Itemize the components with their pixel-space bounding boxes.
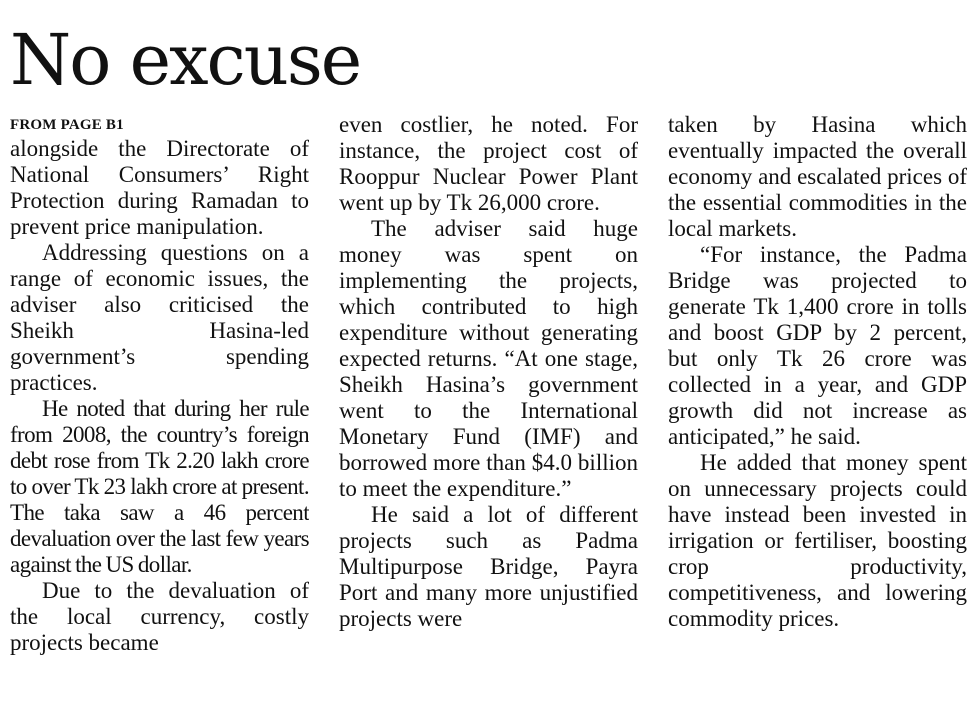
paragraph: Addressing questions on a range of economic issues, the adviser also criticised the Sheikh Hasina-led government’s spending practices.	[10, 240, 309, 395]
headline: No excuse	[10, 19, 361, 101]
article-column-2	[339, 112, 638, 728]
article-column-1	[10, 112, 309, 728]
paragraph: Due to the devaluation of the local currency, costly projects became	[10, 578, 309, 655]
paragraph: The adviser said huge money was spent on implementing the projects, which contributed to high expenditure without generating expected returns. “At one stage, Sheikh Hasina’s government went to the International Monetary Fund (IMF) and borrowed more than $4.0 billion to meet the expenditure.”	[339, 216, 638, 501]
article-column-3	[668, 112, 967, 728]
paragraph: He said a lot of different projects such as Padma Multipurpose Bridge, Payra Port and many more unjustified projects were	[339, 502, 638, 631]
jump-line: FROM PAGE B1	[10, 117, 124, 133]
paragraph: alongside the Directorate of National Consumers’ Right Protection during Ramadan to prevent price manipulation.	[10, 136, 309, 239]
paragraph: He noted that during her rule from 2008, the country’s foreign debt rose from Tk 2.20 lakh crore to over Tk 23 lakh crore at present. The taka saw a 46 percent devaluation over the last few years against the US dollar.	[10, 396, 309, 577]
paragraph: He added that money spent on unnecessary projects could have instead been invested in irrigation or fertiliser, boosting crop productivity, competitiveness, and lowering commodity prices.	[668, 450, 967, 631]
paragraph: taken by Hasina which eventually impacted the overall economy and escalated prices of the essential commodities in the local markets.	[668, 112, 967, 241]
paragraph: “For instance, the Padma Bridge was projected to generate Tk 1,400 crore in tolls and boost GDP by 2 percent, but only Tk 26 crore was collected in a year, and GDP growth did not increase as anticipated,” he said.	[668, 242, 967, 449]
paragraph: even costlier, he noted. For instance, the project cost of Rooppur Nuclear Power Plant went up by Tk 26,000 crore.	[339, 112, 638, 215]
